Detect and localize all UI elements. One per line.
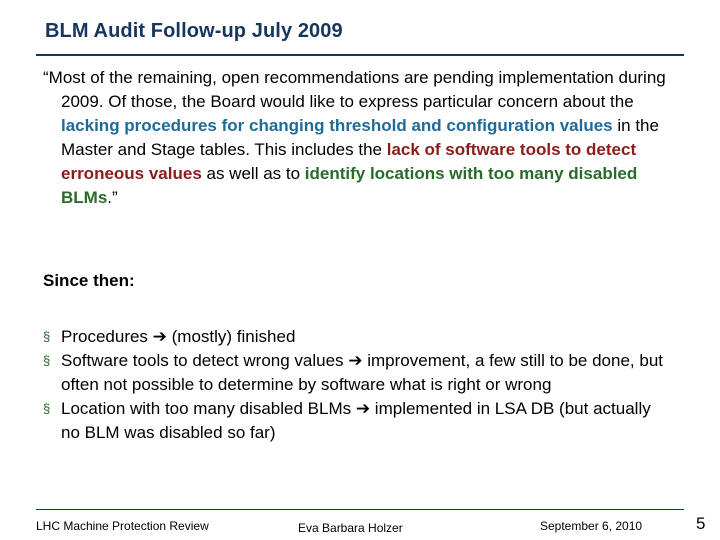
quote-text-2: in the Master and Stage tables. This includes the (61, 116, 659, 159)
arrow-right-icon: ➔ (355, 399, 371, 418)
quote-text-3: as well as to (201, 164, 305, 183)
footer-divider (36, 509, 684, 510)
quote-text-4: .” (107, 188, 118, 207)
since-heading: Since then: (43, 271, 135, 290)
footer-date: September 6, 2010 (540, 519, 643, 533)
footer-event-name: LHC Machine Protection Review (36, 519, 209, 533)
arrow-right-icon: ➔ (152, 327, 167, 346)
bullet-text-after: implemented in LSA DB (but actually no BLM was disabled so far) (61, 399, 651, 442)
quote-highlight-procedures: lacking procedures for changing threshold and configuration values (61, 116, 613, 135)
list-item (43, 325, 673, 349)
slide-title: BLM Audit Follow-up July 2009 (45, 20, 343, 42)
bullet-text-before: Software tools to detect wrong values (61, 351, 349, 370)
page-number: 5 (696, 514, 706, 533)
quote-paragraph (43, 66, 686, 210)
list-item (43, 397, 673, 445)
bullet-marker-icon: § (43, 401, 51, 416)
list-item (43, 349, 673, 397)
title-divider (36, 54, 684, 56)
quote-highlight-locations: identify locations with too many disabled BLMs (61, 164, 638, 207)
quote-highlight-software-tools: lack of software tools to detect erroneous values (61, 140, 637, 183)
quote-text-1: “Most of the remaining, open recommendations are pending implementation during 2009. Of those, the Board would like to express particular concern about the (43, 68, 666, 111)
bullet-text-after: improvement, a few still to be done, but often not possible to determine by software what is right or wrong (61, 351, 664, 394)
footer-author: Eva Barbara Holzer (298, 521, 403, 535)
bullet-text-after: (mostly) finished (166, 327, 296, 346)
bullet-text-before: Location with too many disabled BLMs (61, 399, 356, 418)
status-bullet-list (43, 325, 673, 445)
bullet-marker-icon: § (43, 353, 51, 368)
bullet-text-before: Procedures (61, 327, 153, 346)
bullet-marker-icon: § (43, 329, 51, 344)
arrow-right-icon: ➔ (348, 351, 363, 370)
